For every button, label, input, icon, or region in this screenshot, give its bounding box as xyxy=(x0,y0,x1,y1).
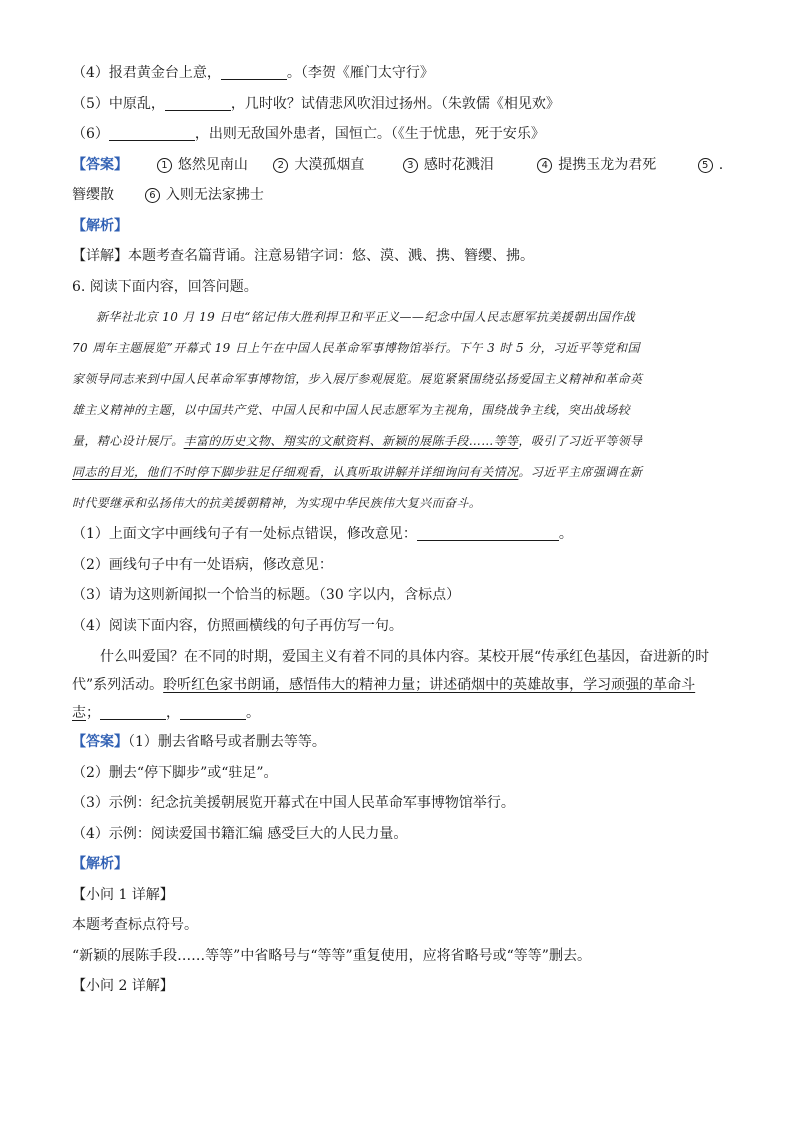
question-text: （4）报君黄金台上意， xyxy=(72,65,221,81)
analysis-tag: 【解析】 xyxy=(72,217,128,234)
small-question-1-title: 【小问 1 详解】 xyxy=(72,886,174,903)
small-question-2-title: 【小问 2 详解】 xyxy=(72,978,174,994)
answer-blank xyxy=(180,703,246,720)
document-page xyxy=(72,58,732,1002)
number-circle-icon: 2 xyxy=(273,158,288,173)
question-line-6 xyxy=(72,119,732,150)
passage-line-3 xyxy=(72,699,732,727)
news-text: 。习近平主席强调在新 xyxy=(518,465,643,479)
answer-text: 提携玉龙为君死 xyxy=(558,156,657,173)
sub-question-4: （4）阅读下面内容，仿照画横线的句子再仿写一句。 xyxy=(72,617,403,634)
question-6-title: 6. 阅读下面内容，回答问题。 xyxy=(72,278,258,295)
answer-line-continued xyxy=(72,180,732,211)
passage-text: ； xyxy=(86,705,100,721)
news-passage xyxy=(72,302,732,519)
answer-text: 簪缨散 xyxy=(72,187,114,203)
sub-question-2: （2）画线句子中有一处语病，修改意见： xyxy=(72,556,333,573)
answer-text: 悠然见南山 xyxy=(177,156,248,173)
q6-analysis-tag-line xyxy=(72,849,732,880)
answer-text: （1）删去省略号或者删去等等。 xyxy=(128,734,326,750)
question-line-4 xyxy=(72,58,732,89)
detail-line: 【详解】本题考查名篇背诵。注意易错字词：悠、漠、溅、携、簪缨、拂。 xyxy=(72,248,534,264)
answer-item-5 xyxy=(698,150,723,181)
passage-line-1 xyxy=(72,643,732,671)
answer-item-6 xyxy=(145,180,264,211)
news-text: ，吸引了习近平等领导 xyxy=(518,434,643,448)
passage-text: 。 xyxy=(246,705,260,721)
news-line-4 xyxy=(72,395,732,426)
imitation-passage xyxy=(72,643,732,727)
answer-item-4 xyxy=(537,150,693,181)
sub-question-1 xyxy=(72,519,732,550)
underlined-sentence: 志 xyxy=(72,705,86,721)
number-circle-icon: 4 xyxy=(537,158,552,173)
answer-tag: 【答案】 xyxy=(72,734,128,750)
q6-answer-line-4: （4）示例：阅读爱国书籍汇编 感受巨大的人民力量。 xyxy=(72,825,408,842)
answer-blank xyxy=(417,524,559,541)
sub-question-3: （3）请为这则新闻拟一个恰当的标题。（30 字以内，含标点） xyxy=(72,587,461,603)
number-circle-icon: 6 xyxy=(145,188,160,203)
news-text: 时代要继承和弘扬伟大的抗美援朝精神，为实现中华民族伟大复兴而奋斗。 xyxy=(72,496,482,510)
passage-text: ， xyxy=(166,705,180,721)
news-text: 新华社北京 10 月 19 日电“铭记伟大胜利捍卫和平正义——纪念中国人民志愿军抗美援朝出国作战 xyxy=(96,310,636,324)
q6-answer-line-1 xyxy=(72,727,732,758)
answer-blank xyxy=(221,63,287,80)
question-text: 。 xyxy=(558,526,573,542)
underlined-sentence: 丰富的历史文物、翔实的文献资料、新颖的展陈手段……等等 xyxy=(183,434,519,448)
q6-answer-line-3: （3）示例：纪念抗美援朝展览开幕式在中国人民革命军事博物馆举行。 xyxy=(72,795,515,811)
news-text: 70 周年主题展览”开幕式 19 日上午在中国人民革命军事博物馆举行。下午 3 时 5 分，习近平等党和国 xyxy=(72,341,640,355)
answer-text: 入则无法家拂士 xyxy=(165,187,264,203)
answer-text: 大漠孤烟直 xyxy=(294,156,365,173)
answer-blank xyxy=(165,94,231,111)
question-line-5 xyxy=(72,89,732,120)
answer-item-2 xyxy=(273,150,398,181)
answer-blank xyxy=(109,124,195,141)
q6-answer-line-2: （2）删去“停下脚步”或“驻足”。 xyxy=(72,764,278,781)
question-text: （6） xyxy=(72,126,109,142)
passage-text: 什么叫爱国？在不同的时期，爱国主义有着不同的具体内容。某校开展“传承红色基因，奋进新的时 xyxy=(100,649,710,665)
question-text: ，出则无敌国外患者，国恒亡。（《生于忧患，死于安乐》 xyxy=(194,126,545,142)
news-line-1 xyxy=(72,302,732,333)
news-line-2 xyxy=(72,333,732,364)
analysis-tag-line xyxy=(72,211,732,242)
passage-line-2 xyxy=(72,671,732,699)
small-question-1-detail: “新颖的展陈手段……等等”中省略号与“等等”重复使用，应将省略号或“等等”删去。 xyxy=(72,947,591,964)
answer-blank xyxy=(100,703,166,720)
number-circle-icon: 5 xyxy=(698,158,713,173)
question-text: 。（李贺《雁门太守行》 xyxy=(286,65,434,81)
answer-line xyxy=(72,150,732,181)
analysis-tag: 【解析】 xyxy=(72,856,128,872)
answer-text: 感时花溅泪 xyxy=(423,156,494,173)
small-question-1-body: 本题考查标点符号。 xyxy=(72,917,198,933)
question-text: （1）上面文字中画线句子有一处标点错误，修改意见： xyxy=(72,526,417,542)
answer-item-1 xyxy=(157,150,269,181)
answer-text: . xyxy=(718,156,724,173)
underlined-sentence: 同志的目光，他们不时停下脚步驻足仔细观看，认真听取讲解并详细询问有关情况 xyxy=(72,465,519,479)
question-text: （5）中原乱， xyxy=(72,95,165,112)
underlined-sentence: 聆听红色家书朗诵，感悟伟大的精神力量；讲述硝烟中的英雄故事，学习顽强的革命斗 xyxy=(163,677,696,693)
answer-item-3 xyxy=(403,150,533,181)
passage-text: 代”系列活动。 xyxy=(72,677,164,693)
news-line-5 xyxy=(72,426,732,457)
news-line-6 xyxy=(72,457,732,488)
news-text: 量，精心设计展厅。 xyxy=(72,434,184,448)
news-line-7 xyxy=(72,488,732,519)
question-text: ，几时收？试倩悲风吹泪过扬州。（朱敦儒《相见欢》 xyxy=(230,95,560,112)
news-text: 家领导同志来到中国人民革命军事博物馆，步入展厅参观展览。展览紧紧围绕弘扬爱国主义精神和革命英 xyxy=(72,372,643,386)
number-circle-icon: 1 xyxy=(157,158,172,173)
news-text: 雄主义精神的主题，以中国共产党、中国人民和中国人民志愿军为主视角，围绕战争主线，突出战场较 xyxy=(72,403,631,417)
news-line-3 xyxy=(72,364,732,395)
number-circle-icon: 3 xyxy=(403,158,418,173)
answer-tag: 【答案】 xyxy=(72,156,128,173)
